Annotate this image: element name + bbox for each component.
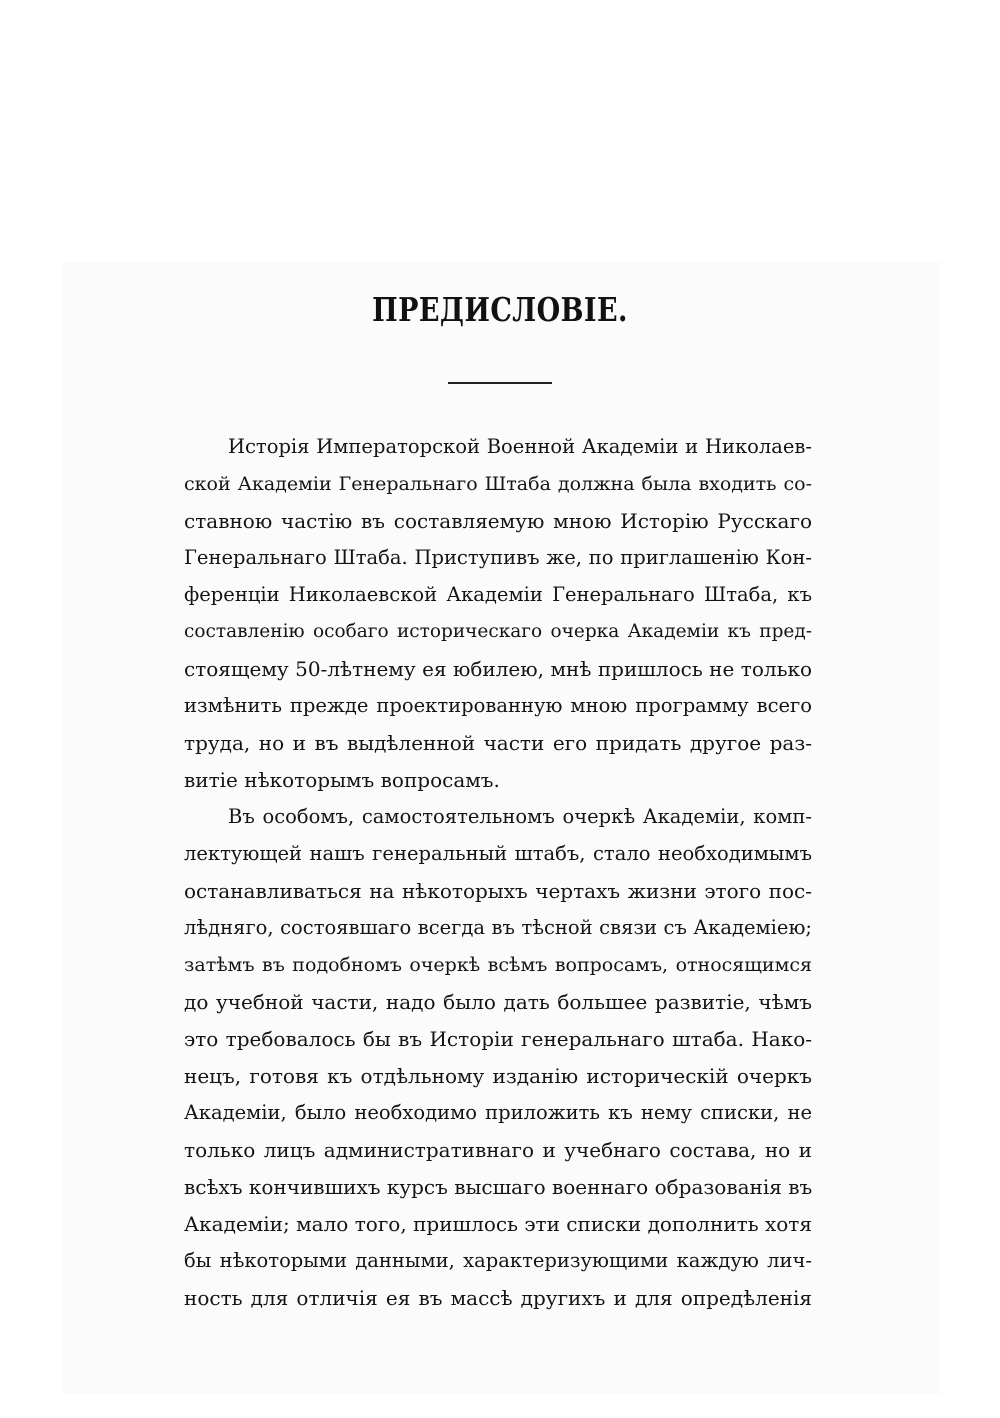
paragraph-2-line-5: затѣмъ въ подобномъ очеркѣ всѣмъ вопросамъ, относящимся xyxy=(184,954,812,976)
paragraph-2-line-9: Академіи, было необходимо приложить къ нему списки, не xyxy=(184,1101,812,1124)
paragraph-2-line-13: бы нѣкоторыми данными, характеризующими каждую лич- xyxy=(184,1249,812,1272)
paragraph-1-line-7: стоящему 50-лѣтнему ея юбилею, мнѣ пришлось не только xyxy=(184,657,812,681)
paragraph-2-line-11: всѣхъ кончившихъ курсъ высшаго военнаго образованія въ xyxy=(184,1175,812,1199)
paragraph-1-line-6: составленію особаго историческаго очерка Академіи къ пред- xyxy=(184,621,812,642)
paragraph-1-line-10: витіе нѣкоторымъ вопросамъ. xyxy=(184,768,500,792)
paragraph-2-line-3: останавливаться на нѣкоторыхъ чертахъ жизни этого пос- xyxy=(184,879,812,903)
paragraph-1-line-8: измѣнить прежде проектированную мною программу всего xyxy=(184,694,812,717)
paragraph-1-line-1: Исторія Императорской Военной Академіи и Николаев- xyxy=(228,435,812,458)
title-divider xyxy=(448,382,552,384)
page-title: ПРЕДИСЛОВІЕ. xyxy=(372,290,628,329)
paragraph-1-line-2: ской Академіи Генеральнаго Штаба должна была входить со- xyxy=(184,473,812,495)
paragraph-1-line-5: ференціи Николаевской Академіи Генеральнаго Штаба, къ xyxy=(184,583,812,606)
paragraph-2-line-10: только лицъ административнаго и учебнаго состава, но и xyxy=(184,1138,812,1162)
paragraph-2-line-6: до учебной части, надо было дать большее развитіе, чѣмъ xyxy=(184,990,812,1014)
paragraph-1-line-4: Генеральнаго Штаба. Приступивъ же, по приглашенію Кон- xyxy=(184,546,812,569)
paragraph-2-line-12: Академіи; мало того, пришлось эти списки дополнить хотя xyxy=(184,1212,812,1236)
paragraph-2-line-7: это требовалось бы въ Исторіи генеральнаго штаба. Нако- xyxy=(184,1027,812,1051)
paragraph-1-line-3: ставною частію въ составляемую мною Исторію Русскаго xyxy=(184,509,812,533)
paragraph-2-line-2: лектующей нашъ генеральный штабъ, стало необходимымъ xyxy=(184,842,812,865)
paragraph-2-line-4: лѣдняго, состоявшаго всегда въ тѣсной связи съ Академіею; xyxy=(184,916,812,939)
paragraph-2-line-1: Въ особомъ, самостоятельномъ очеркѣ Академіи, комп- xyxy=(228,805,812,828)
paragraph-1-line-9: труда, но и въ выдѣленной части его придать другое раз- xyxy=(184,731,812,755)
paragraph-2-line-14: ность для отличія ея въ массѣ другихъ и для опредѣленія xyxy=(184,1286,812,1310)
paragraph-2-line-8: нецъ, готовя къ отдѣльному изданію историческій очеркъ xyxy=(184,1064,812,1088)
